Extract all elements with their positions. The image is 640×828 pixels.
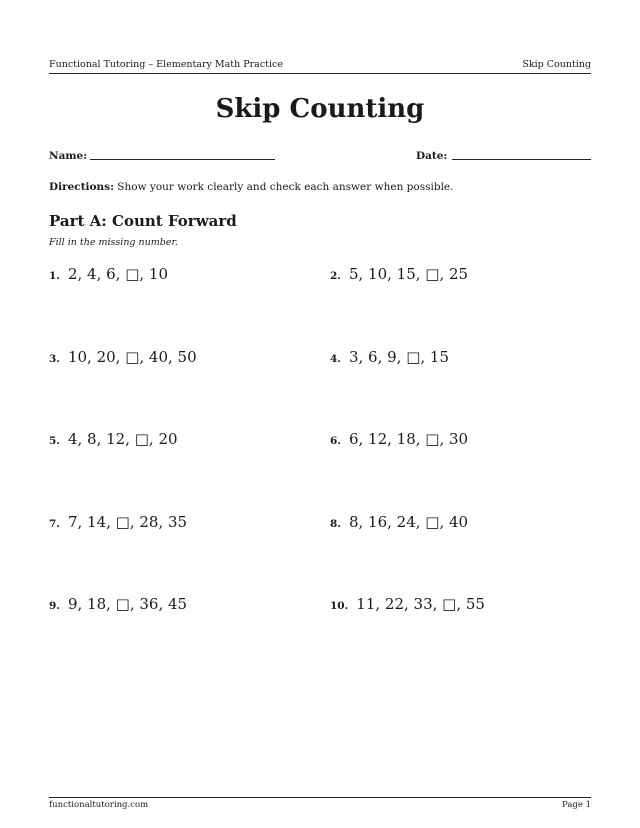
part-instruction: Fill in the missing number. (49, 237, 179, 248)
problem-sequence: 2, 4, 6, □, 10 (67, 265, 169, 283)
problem-number: 4. (330, 353, 341, 365)
problem-number: 1. (49, 270, 60, 282)
name-label: Name: (49, 150, 88, 162)
problem-sequence: 11, 22, 33, □, 55 (356, 595, 485, 613)
problem-5 (49, 430, 178, 448)
name-field[interactable] (90, 159, 275, 160)
problem-7 (49, 513, 187, 531)
page-title: Skip Counting (215, 94, 425, 124)
problem-1 (49, 265, 168, 283)
problem-sequence: 5, 10, 15, □, 25 (348, 265, 469, 283)
problem-2 (330, 265, 468, 283)
problem-number: 7. (49, 518, 60, 530)
problem-number: 8. (330, 518, 341, 530)
problem-9 (49, 595, 187, 613)
header-right-text: Skip Counting (522, 59, 591, 70)
worksheet-page (49, 0, 591, 828)
directions-label: Directions: (49, 181, 114, 193)
problem-number: 3. (49, 353, 60, 365)
problem-8 (330, 513, 468, 531)
directions-text: Show your work clearly and check each answer when possible. (113, 181, 454, 193)
problem-number: 9. (49, 600, 60, 612)
problem-3 (49, 348, 197, 366)
date-label: Date: (416, 150, 448, 162)
problem-sequence: 7, 14, □, 28, 35 (67, 513, 188, 531)
problem-number: 5. (49, 435, 60, 447)
part-title: Part A: Count Forward (49, 212, 237, 230)
problem-number: 2. (330, 270, 341, 282)
problem-10 (330, 595, 485, 613)
date-field[interactable] (452, 159, 591, 160)
page-number: Page 1 (562, 800, 591, 810)
problem-4 (330, 348, 449, 366)
header-rule (49, 73, 591, 74)
problem-number: 10. (330, 600, 349, 612)
problem-number: 6. (330, 435, 341, 447)
problem-sequence: 8, 16, 24, □, 40 (348, 513, 469, 531)
header-left-text: Functional Tutoring – Elementary Math Practice (49, 59, 283, 70)
footer-left-text: functionaltutoring.com (49, 800, 149, 810)
problem-sequence: 3, 6, 9, □, 15 (348, 348, 450, 366)
footer-rule (49, 797, 591, 798)
problem-sequence: 9, 18, □, 36, 45 (67, 595, 188, 613)
problem-sequence: 10, 20, □, 40, 50 (67, 348, 197, 366)
problem-sequence: 6, 12, 18, □, 30 (348, 430, 469, 448)
problem-sequence: 4, 8, 12, □, 20 (67, 430, 178, 448)
problem-6 (330, 430, 468, 448)
directions (49, 181, 454, 193)
